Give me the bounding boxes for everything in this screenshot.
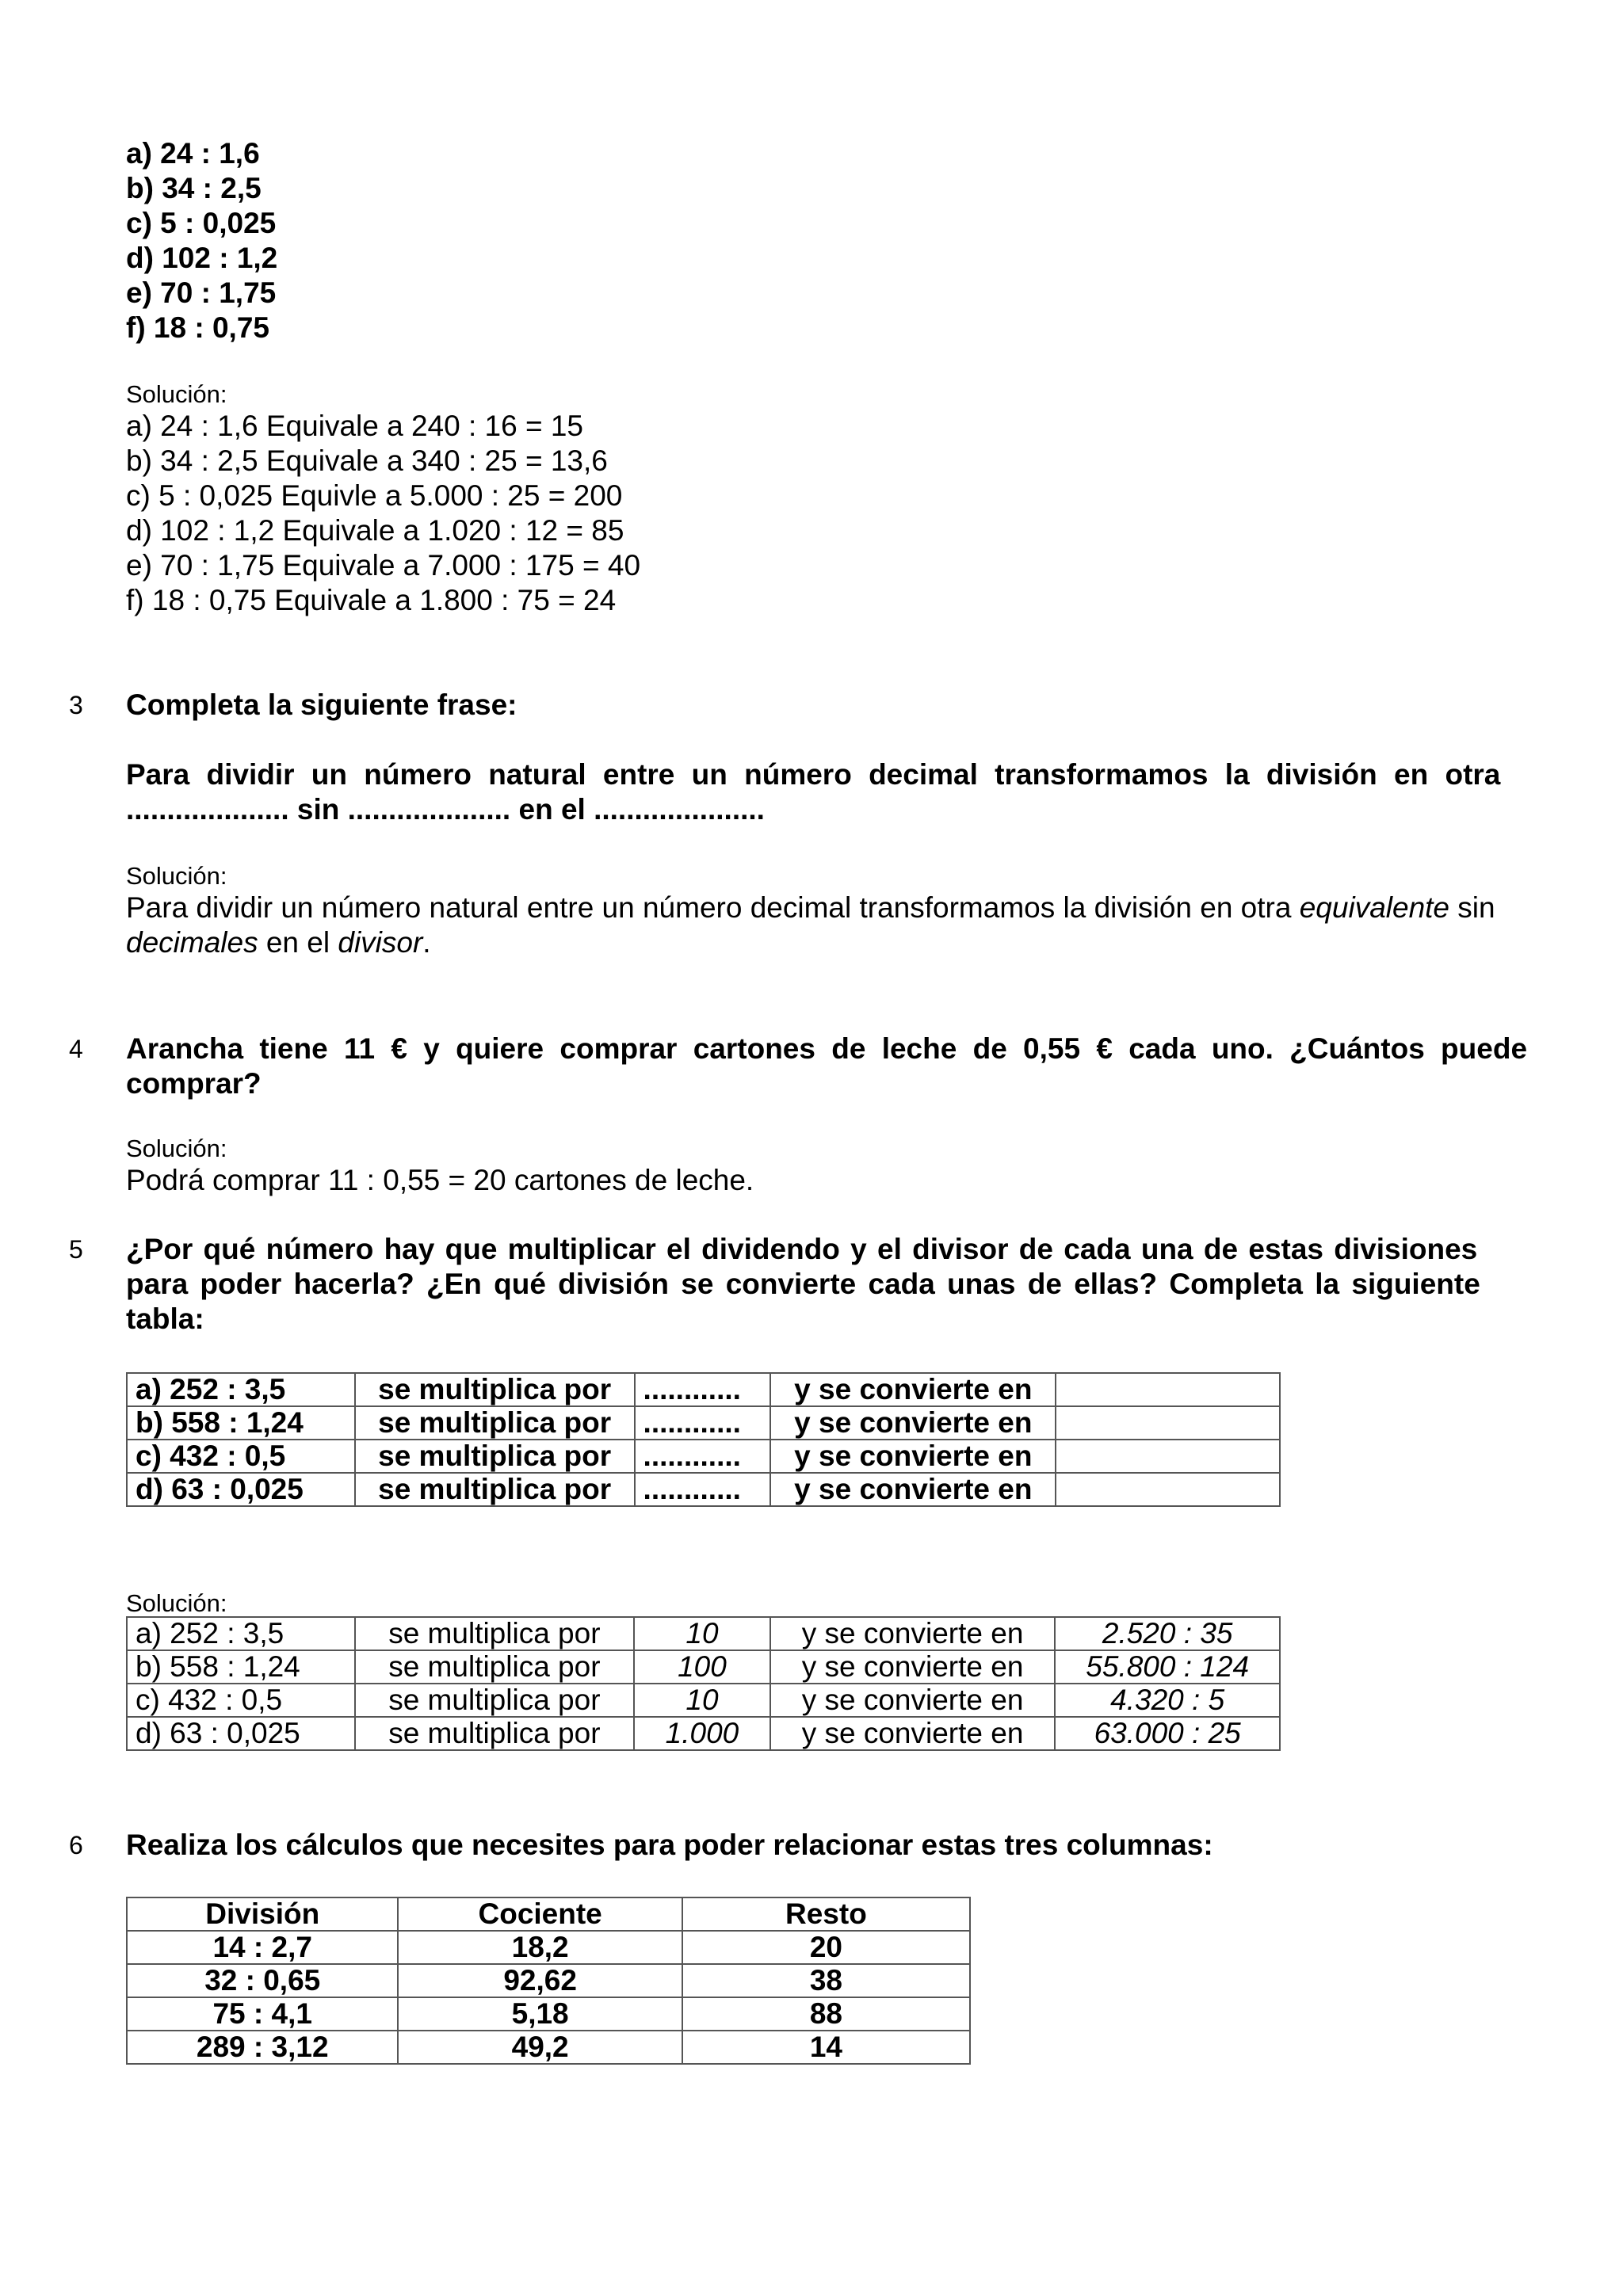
- remainder-cell: 20: [682, 1931, 970, 1964]
- quotient-cell: 49,2: [398, 2031, 682, 2064]
- multiply-cell: se multiplica por: [355, 1473, 635, 1506]
- multiply-cell: se multiplica por: [355, 1406, 635, 1440]
- statement-blanks: .................... sin .................... en el .....................: [126, 793, 765, 826]
- exercise-number: 5: [69, 1235, 83, 1264]
- table-row: [127, 1440, 1280, 1473]
- division-cell: 289 : 3,12: [127, 2031, 398, 2064]
- exercise-6-table: [126, 1897, 971, 2065]
- remainder-cell: 38: [682, 1964, 970, 1997]
- division-cell: 75 : 4,1: [127, 1997, 398, 2031]
- solution-label: Solución:: [126, 862, 227, 890]
- result-cell: 55.800 : 124: [1055, 1650, 1280, 1684]
- exercise-item: a) 24 : 1,6: [126, 137, 260, 170]
- exercise-number: 3: [69, 691, 83, 719]
- exercise-5-solution-table: [126, 1616, 1281, 1751]
- solution-text: .: [422, 926, 431, 959]
- factor-cell: 10: [634, 1617, 770, 1650]
- table-row: [127, 1617, 1280, 1650]
- solution-label: Solución:: [126, 1589, 227, 1617]
- multiply-cell: se multiplica por: [355, 1684, 635, 1717]
- column-header: Cociente: [398, 1897, 682, 1931]
- solution-text: Para dividir un número natural entre un número decimal transformamos la división en otra: [126, 891, 1300, 924]
- division-cell: c) 432 : 0,5: [127, 1684, 355, 1717]
- solution-line: b) 34 : 2,5 Equivale a 340 : 25 = 13,6: [126, 444, 608, 477]
- exercise-item: c) 5 : 0,025: [126, 207, 277, 239]
- title-line: Arancha tiene 11 € y quiere comprar cartones de leche de 0,55 € cada uno. ¿Cuántos puede: [126, 1032, 1528, 1065]
- division-cell: b) 558 : 1,24: [127, 1650, 355, 1684]
- table-row: [127, 1717, 1280, 1750]
- exercise-item: e) 70 : 1,75: [126, 277, 277, 309]
- column-header: Resto: [682, 1897, 970, 1931]
- table-row: [127, 1964, 970, 1997]
- convert-cell: y se convierte en: [770, 1650, 1056, 1684]
- exercise-number: 6: [69, 1831, 83, 1859]
- exercise-3-solution: [126, 891, 1545, 960]
- convert-cell: y se convierte en: [770, 1440, 1056, 1473]
- multiply-cell: se multiplica por: [355, 1617, 635, 1650]
- solution-text: en el: [258, 926, 338, 959]
- convert-cell: y se convierte en: [770, 1684, 1056, 1717]
- solution-line: f) 18 : 0,75 Equivale a 1.800 : 75 = 24: [126, 584, 617, 616]
- solution-line: c) 5 : 0,025 Equivle a 5.000 : 25 = 200: [126, 479, 623, 512]
- table-row: [127, 1684, 1280, 1717]
- division-cell: a) 252 : 3,5: [127, 1373, 355, 1406]
- title-line: para poder hacerla? ¿En qué división se convierte cada unas de ellas? Completa la siguiente: [126, 1268, 1480, 1300]
- answer-cell[interactable]: [1056, 1373, 1280, 1406]
- convert-cell: y se convierte en: [770, 1473, 1056, 1506]
- division-cell: d) 63 : 0,025: [127, 1473, 355, 1506]
- exercise-3-statement: [126, 757, 1545, 827]
- division-cell: 14 : 2,7: [127, 1931, 398, 1964]
- convert-cell: y se convierte en: [770, 1617, 1056, 1650]
- result-cell: 4.320 : 5: [1055, 1684, 1280, 1717]
- exercise-5-title: [126, 1232, 1545, 1337]
- column-header: División: [127, 1897, 398, 1931]
- table-row: [127, 1650, 1280, 1684]
- solution-line: a) 24 : 1,6 Equivale a 240 : 16 = 15: [126, 410, 584, 442]
- result-cell: 2.520 : 35: [1055, 1617, 1280, 1650]
- solution-italic: divisor: [338, 926, 423, 959]
- exercise-6-title: Realiza los cálculos que necesites para poder relacionar estas tres columnas:: [126, 1829, 1213, 1861]
- solution-line: [126, 891, 1545, 925]
- solution-label: Solución:: [126, 1135, 227, 1162]
- division-cell: d) 63 : 0,025: [127, 1717, 355, 1750]
- exercise-3-title: Completa la siguiente frase:: [126, 688, 517, 721]
- multiply-cell: se multiplica por: [355, 1373, 635, 1406]
- division-cell: b) 558 : 1,24: [127, 1406, 355, 1440]
- table-row: [127, 1406, 1280, 1440]
- title-line: ¿Por qué número hay que multiplicar el dividendo y el divisor de cada una de estas divisiones: [126, 1233, 1478, 1265]
- convert-cell: y se convierte en: [770, 1406, 1056, 1440]
- table-row: [127, 1373, 1280, 1406]
- blank-cell[interactable]: ............: [635, 1473, 771, 1506]
- blank-cell[interactable]: ............: [635, 1406, 771, 1440]
- table-row: [127, 1473, 1280, 1506]
- blank-cell[interactable]: ............: [635, 1373, 771, 1406]
- exercise-item: f) 18 : 0,75: [126, 311, 269, 344]
- result-cell: 63.000 : 25: [1055, 1717, 1280, 1750]
- solution-text: sin: [1449, 891, 1495, 924]
- remainder-cell: 14: [682, 2031, 970, 2064]
- division-cell: 32 : 0,65: [127, 1964, 398, 1997]
- exercise-4-title: [126, 1032, 1545, 1101]
- table-row: [127, 1997, 970, 2031]
- statement-line: [126, 757, 1545, 792]
- factor-cell: 10: [634, 1684, 770, 1717]
- multiply-cell: se multiplica por: [355, 1650, 635, 1684]
- multiply-cell: se multiplica por: [355, 1717, 635, 1750]
- exercise-item: b) 34 : 2,5: [126, 172, 262, 204]
- solution-line: [126, 925, 1545, 960]
- answer-cell[interactable]: [1056, 1440, 1280, 1473]
- title-line: tabla:: [126, 1302, 204, 1335]
- factor-cell: 1.000: [634, 1717, 770, 1750]
- table-row: [127, 2031, 970, 2064]
- quotient-cell: 5,18: [398, 1997, 682, 2031]
- division-cell: a) 252 : 3,5: [127, 1617, 355, 1650]
- blank-cell[interactable]: ............: [635, 1440, 771, 1473]
- answer-cell[interactable]: [1056, 1406, 1280, 1440]
- title-line: comprar?: [126, 1067, 262, 1100]
- exercise-number: 4: [69, 1035, 83, 1063]
- exercise-2-solutions: [126, 409, 640, 618]
- exercise-4-solution: Podrá comprar 11 : 0,55 = 20 cartones de leche.: [126, 1164, 754, 1196]
- exercise-5-table: [126, 1372, 1281, 1507]
- exercise-2-items: [126, 136, 277, 345]
- solution-line: d) 102 : 1,2 Equivale a 1.020 : 12 = 85: [126, 514, 624, 547]
- convert-cell: y se convierte en: [770, 1373, 1056, 1406]
- quotient-cell: 18,2: [398, 1931, 682, 1964]
- solution-italic: equivalente: [1299, 891, 1449, 924]
- answer-cell[interactable]: [1056, 1473, 1280, 1506]
- convert-cell: y se convierte en: [770, 1717, 1056, 1750]
- quotient-cell: 92,62: [398, 1964, 682, 1997]
- exercise-item: d) 102 : 1,2: [126, 242, 278, 274]
- solution-line: e) 70 : 1,75 Equivale a 7.000 : 175 = 40: [126, 549, 641, 582]
- table-header-row: [127, 1897, 970, 1931]
- division-cell: c) 432 : 0,5: [127, 1440, 355, 1473]
- multiply-cell: se multiplica por: [355, 1440, 635, 1473]
- statement-text: Para dividir un número natural entre un número decimal transformamos la división en otra: [126, 758, 1501, 791]
- solution-italic: decimales: [126, 926, 258, 959]
- solution-label: Solución:: [126, 380, 227, 408]
- factor-cell: 100: [634, 1650, 770, 1684]
- table-row: [127, 1931, 970, 1964]
- remainder-cell: 88: [682, 1997, 970, 2031]
